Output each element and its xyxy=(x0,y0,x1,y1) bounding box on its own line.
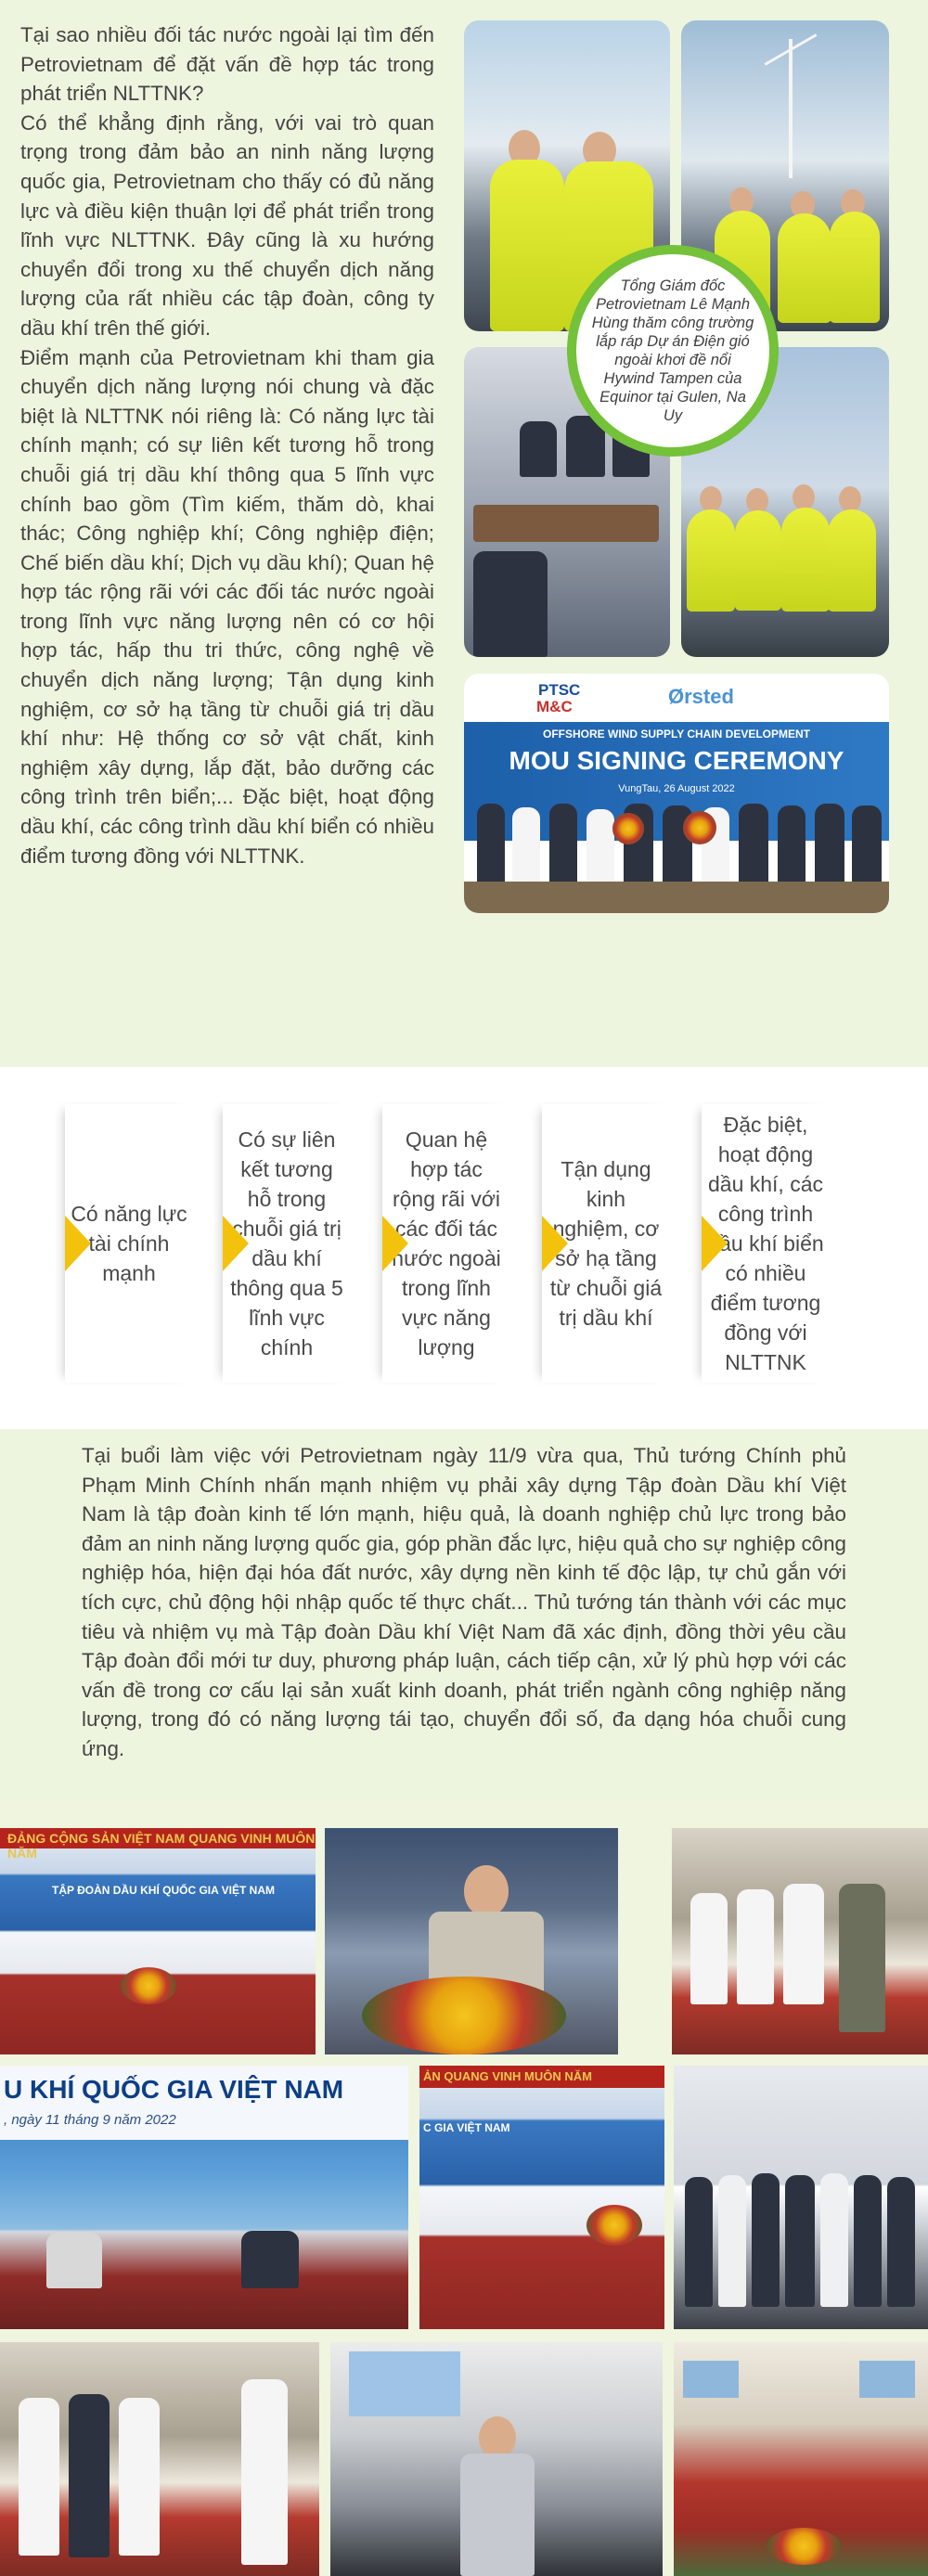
photo-mou-ceremony xyxy=(464,674,889,913)
strength-text-4: Tận dụng kinh nghiệm, cơ sở hạ tầng từ chuỗi giá trị dầu khí xyxy=(549,1157,663,1330)
gallery-photo-1 xyxy=(0,1828,316,2054)
gallery-title-2: U KHÍ QUỐC GIA VIỆT NAM xyxy=(4,2075,344,2104)
mou-logo-mc: M&C xyxy=(536,698,573,715)
chevron-right-icon xyxy=(382,1216,408,1271)
intro-paragraph-3: Điểm mạnh của Petrovietnam khi tham gia chuyển dịch năng lượng nói chung và đặc biệt là NLTTNK nói riêng là: Có năng lực tài chính mạnh; có sự liên kết tương hỗ trong chuỗi giá trị dầu khí thông qua 5 lĩnh vực chính bao gồm (Tìm kiếm, thăm dò, khai thác; Công nghiệp khí; Công nghiệp điện; Chế biến dầu khí; Dịch vụ dầu khí); Quan hệ hợp tác rộng rãi với các đối tác nước ngoài trong lĩnh vực năng lượng nên có cơ hội hợp tác, hấp thu tri thức, công nghệ về chuyển dịch năng lượng; Tận dụng kinh nghiệm, cơ sở hạ tầng từ chuỗi giá trị dầu khí như: Hệ thống cơ sở vật chất, kinh nghiệm xây dựng, lắp đặt, bảo dưỡng các công trình trên biển;... Đặc biệt, hoạt động dầu khí, các công trình dầu khí biển có nhiều điểm tương đồng với NLTTNK. xyxy=(20,345,434,868)
gallery-photo-speaker xyxy=(325,1828,618,2054)
gallery-photo-tour xyxy=(0,2342,319,2576)
gallery-photo-handshake xyxy=(672,1828,928,2054)
strength-text-3: Quan hệ hợp tác rộng rãi với các đối tác nước ngoài trong lĩnh vực năng lượng xyxy=(392,1127,501,1359)
gallery-photo-panel xyxy=(0,2066,408,2329)
gallery-banner-1: ĐẢNG CỘNG SẢN VIỆT NAM QUANG VINH MUÔN NĂM xyxy=(7,1831,316,1861)
intro-paragraph-2: Có thể khẳng định rằng, với vai trò quan trọng trong đảm bảo an ninh năng lượng quốc gia, Petrovietnam cho thấy có đủ năng lực và điều kiện thuận lợi để phát triển trong lĩnh vực NLTTNK. Đây cũng là xu hướng chuyển đổi trong xu thế chuyển dịch năng lượng của rất nhiều các tập đoàn, công ty dầu khí trên thế giới. xyxy=(20,110,434,340)
intro-question: Tại sao nhiều đối tác nước ngoài lại tìm đến Petrovietnam để đặt vấn đề hợp tác trong phát triển NLTTNK? xyxy=(20,23,434,106)
chevron-right-icon xyxy=(65,1216,91,1271)
gallery-banner-3: ẢN QUANG VINH MUÔN NĂM xyxy=(423,2069,592,2083)
photo-caption: Tổng Giám đốc Petrovietnam Lê Mạnh Hùng thăm công trường lắp ráp Dự án Điện gió ngoài khơi đề nổi Hywind Tampen của Equinor tại Gulen, Na Uy xyxy=(591,277,754,424)
mou-logo-ptsc: PTSC xyxy=(538,681,581,699)
strength-text-5: Đặc biệt, hoạt động dầu khí, các công trình dầu khí biển có nhiều điểm tương đồng với NLTTNK xyxy=(707,1113,824,1374)
gallery-photo-group xyxy=(674,2066,928,2329)
intro-text xyxy=(20,20,434,870)
strength-text-1: Có năng lực tài chính mạnh xyxy=(71,1202,187,1285)
mou-logo-orsted: Ørsted xyxy=(668,685,734,708)
mou-line-3: VungTau, 26 August 2022 xyxy=(618,783,735,794)
gallery-photo-conference xyxy=(674,2342,928,2576)
gallery-date-2: , ngày 11 tháng 9 năm 2022 xyxy=(4,2112,176,2128)
gallery-title-3: C GIA VIỆT NAM xyxy=(423,2121,510,2134)
chevron-right-icon xyxy=(542,1216,568,1271)
mou-line-1: OFFSHORE WIND SUPPLY CHAIN DEVELOPMENT xyxy=(542,728,811,741)
photo-caption-circle xyxy=(567,245,779,457)
chevron-right-icon xyxy=(702,1216,728,1271)
chevron-right-icon xyxy=(223,1216,249,1271)
strength-text-2: Có sự liên kết tương hỗ trong chuỗi giá trị dầu khí thông qua 5 lĩnh vực chính xyxy=(230,1127,343,1359)
gallery-photo-stage xyxy=(419,2066,664,2329)
gallery-title-1: TẬP ĐOÀN DẦU KHÍ QUỐC GIA VIỆT NAM xyxy=(52,1884,276,1897)
meeting-paragraph: Tại buổi làm việc với Petrovietnam ngày 11/9 vừa qua, Thủ tướng Chính phủ Phạm Minh Chính nhấn mạnh nhiệm vụ phải xây dựng Tập đoàn Dầu khí Việt Nam là tập đoàn kinh tế lớn mạnh, hiệu quả, là doanh nghiệp chủ lực trong bảo đảm an ninh năng lượng quốc gia, góp phần đắc lực, hiệu quả cho sự nghiệp công nghiệp hóa, hiện đại hóa đất nước, xây dựng nền kinh tế độc lập, tự chủ gắn với tích cực, chủ động hội nhập quốc tế thực chất... Thủ tướng tán thành với các mục tiêu và nhiệm vụ mà Tập đoàn Dầu khí Việt Nam đã xác định, đồng thời yêu cầu Tập đoàn đổi mới tư duy, phương pháp luận, cách tiếp cận, xử lý phù hợp với các vấn đề trong cơ cấu lại sản xuất kinh doanh, phát triển ngành công nghiệp năng lượng, trong đó có năng lượng tái tạo, chuyển đổi số, đa dạng hóa chuỗi cung ứng. xyxy=(82,1444,846,1760)
gallery-photo-audience xyxy=(330,2342,663,2576)
mou-line-2: MOU SIGNING CEREMONY xyxy=(509,746,844,775)
